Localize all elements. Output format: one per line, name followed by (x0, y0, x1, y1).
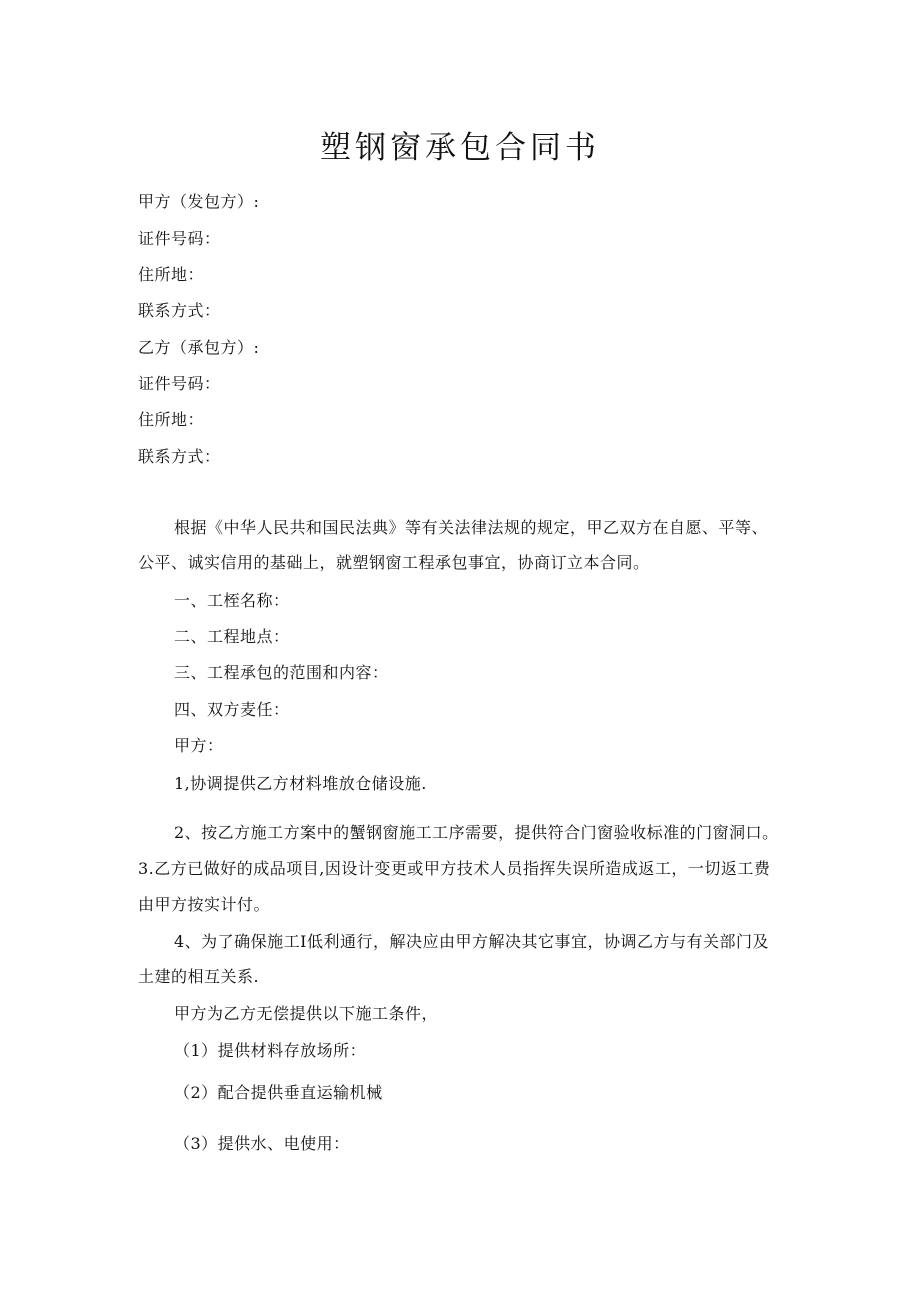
party-a-duty-3-line-2: 由甲方按实计付。 (138, 895, 271, 914)
party-a-duty-3-line-1: 3.乙方已做好的成品项目,因设计变更或甲方技术人员指挥失误所造成返工，一切返工费 (138, 859, 771, 878)
party-a-duty-4-line-2: 土建的相互关系. (138, 967, 260, 986)
section-scope: 三、工程承包的范围和内容： (174, 663, 389, 682)
party-a-duty-4-line-1: 4、为了确保施工I低利通行，解决应由甲方解决其它事宜，协调乙方与有关部门及 (174, 932, 770, 951)
party-b-heading: 乙方（承包方）: (138, 338, 260, 357)
party-a-id-number: 证件号码： (138, 229, 221, 248)
party-a-duty-1: 1,协调提供乙方材料堆放仓储设施. (174, 774, 427, 793)
section-project-name: 一、工桎名称： (174, 591, 290, 610)
document-title: 塑钢窗承包合同书 (320, 130, 600, 166)
preamble-line-2: 公平、诚实信用的基础上，就塑钢窗工程承包事宜，协商订立本合同。 (138, 553, 650, 572)
party-a-duty-2: 2、按乙方施工方案中的蟹钢窗施工工序需要，提供符合门窗验收标准的门窗洞口。 (174, 823, 779, 842)
party-b-id-number: 证件号码： (138, 374, 221, 393)
party-b-contact: 联系方式： (138, 447, 221, 466)
preamble-line-1: 根据《中华人民共和国民法典》等有关法律法规的规定，甲乙双方在自愿、平等、 (174, 518, 769, 537)
condition-1: （1）提供材料存放场所： (174, 1041, 367, 1060)
party-b-address: 住所地： (138, 410, 205, 429)
condition-3: （3）提供水、电使用： (174, 1134, 350, 1153)
party-a-address: 住所地： (138, 265, 205, 284)
party-a-contact: 联系方式： (138, 301, 221, 320)
party-a-duties-label: 甲方： (174, 736, 224, 755)
condition-2: （2）配合提供垂直运输机械 (174, 1083, 383, 1102)
section-responsibilities: 四、双方麦任： (174, 700, 290, 719)
party-a-heading: 甲方（发包方）: (138, 192, 260, 211)
section-project-location: 二、工程地点： (174, 627, 290, 646)
conditions-intro: 甲方为乙方无偿提供以下施工条件， (174, 1004, 439, 1023)
